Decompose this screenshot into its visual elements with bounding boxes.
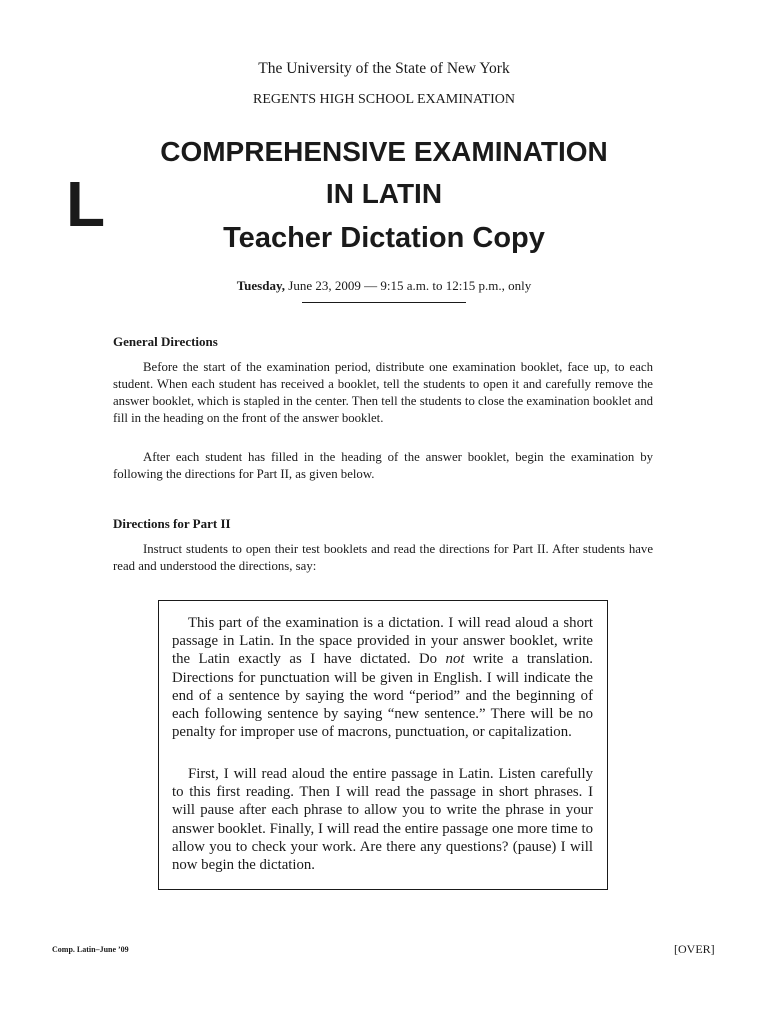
divider-rule [302, 302, 466, 303]
exam-day: Tuesday, [236, 278, 286, 293]
dictation-paragraph-1 [172, 614, 593, 741]
footer-over: [OVER] [674, 942, 715, 956]
exam-letter: L [66, 168, 106, 240]
title-line-2: IN LATIN [325, 178, 443, 209]
general-directions-paragraph-1: Before the start of the examination period, distribute one examination booklet, face up, to each student. When each student has received a booklet, tell the students to open it and carefully remove the answer booklet, which is stapled in the center. Then tell the students to close the examination booklet and fill in the heading on the front of the answer booklet. [113, 360, 653, 425]
dictation-paragraph-2: First, I will read aloud the entire passage in Latin. Listen carefully to this first reading. Then I will read the passage in short phrases. I will pause after each phrase to allow you to write the phrase in your answer booklet. Finally, I will read the entire passage one more time to allow you to check your work. Are there any questions? (pause) I will now begin the dictation. [172, 766, 593, 874]
part2-directions-heading: Directions for Part II [113, 516, 231, 531]
university-name: The University of the State of New York [258, 60, 510, 77]
exam-date-time: June 23, 2009 — 9:15 a.m. to 12:15 p.m., only [285, 278, 532, 293]
dictation-p1-emphasis: not [445, 651, 465, 668]
footer-exam-code: Comp. Latin–June ’09 [52, 945, 129, 954]
general-directions-heading: General Directions [113, 334, 218, 349]
exam-series: REGENTS HIGH SCHOOL EXAMINATION [253, 92, 515, 107]
title-line-3: Teacher Dictation Copy [223, 222, 545, 254]
dictation-p1-before: This part of the examination is a dictation. I will read aloud a short passage in Latin. In the space provided in your answer booklet, write the Latin exactly as I have dictated. Do [172, 615, 593, 668]
dictation-p1-after: write a translation. Directions for punctuation will be given in English. I will indicate the end of a sentence by saying the word “period” and the beginning of each following sentence by saying “new sentence.” There will be no penalty for improper use of macrons, punctuation, or capitalization. [172, 651, 593, 741]
part2-directions-paragraph: Instruct students to open their test booklets and read the directions for Part II. After students have read and understood the directions, say: [113, 542, 653, 573]
title-line-1: COMPREHENSIVE EXAMINATION [160, 136, 608, 167]
general-directions-paragraph-2: After each student has filled in the heading of the answer booklet, begin the examination by following the directions for Part II, as given below. [113, 450, 653, 481]
exam-date [0, 278, 768, 294]
